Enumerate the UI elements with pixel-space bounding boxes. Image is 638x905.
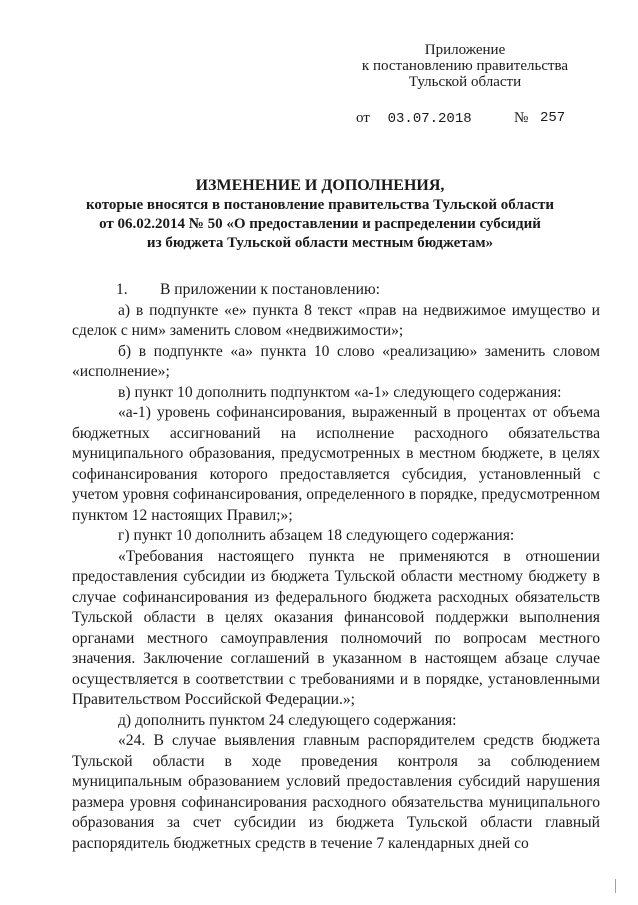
number-label: №	[514, 110, 529, 126]
title-line-4: из бюджета Тульской области местным бюджетам»	[146, 235, 494, 251]
appendix-header	[330, 42, 600, 90]
document-body	[72, 280, 600, 854]
item-number: 1.	[116, 281, 128, 298]
title-line-2: которые вносятся в постановление правительства Тульской области	[85, 197, 555, 213]
appendix-line-1: Приложение	[424, 42, 506, 58]
paragraph-a1-quote: «а-1) уровень софинансирования, выраженный в процентах от объема бюджетных ассигнований на исполнение расходного обязательства муниципального образования, предусмотренных в местном бюджете, в целях софинансирования которого предоставляется субсидия, установленный с учетом уровня софинансирования, определенного в порядке, предусмотренном пунктом 12 настоящих Правил;»;	[72, 404, 600, 524]
paragraph-b: б) в подпункте «а» пункта 10 слово «реализацию» заменить словом «исполнение»;	[72, 342, 600, 380]
item-1	[72, 280, 600, 301]
title-line-3: от 06.02.2014 № 50 «О предоставлении и распределении субсидий	[99, 216, 541, 232]
item-text: В приложении к постановлению:	[160, 281, 380, 298]
paragraph-24-quote: «24. В случае выявления главным распорядителем средств бюджета Тульской области в ходе проведения контроля за соблюдением муниципальным образованием условий предоставления субсидий нарушения размера уровня софинансирования расходного обязательства муниципального образования за счет субсидии из бюджета Тульской области главный распорядитель бюджетных средств в течение 7 календарных дней со	[72, 732, 600, 852]
document-date: 03.07.2018	[387, 111, 472, 127]
dateline	[356, 110, 566, 127]
paragraph-requirements-quote: «Требования настоящего пункта не применяются в отношении предоставления субсидии из бюджета Тульской области местному бюджету в случае софинансирования из федерального бюджета расходных обязательств Тульской области в целях оказания финансовой поддержки выполнения органами местного самоуправления полномочий по вопросам местного значения. Заключение соглашений в указанном в настоящем абзаце случае осуществляется в соответствии с требованиями и в порядке, установленными Правительством Российской Федерации.»;	[72, 547, 600, 708]
paragraph-a: а) в подпункте «е» пункта 8 текст «прав на недвижимое имущество и сделок с ним» заменить словом «недвижимости»;	[72, 301, 600, 339]
title-heading: ИЗМЕНЕНИЕ И ДОПОЛНЕНИЯ,	[195, 177, 445, 194]
scan-mark	[615, 879, 622, 893]
paragraph-g: г) пункт 10 дополнить абзацем 18 следующего содержания:	[118, 527, 515, 544]
document-title	[40, 176, 600, 253]
paragraph-d: д) дополнить пунктом 24 следующего содержания:	[118, 711, 457, 729]
appendix-line-2: к постановлению правительства	[361, 58, 569, 74]
paragraph-v: в) пункт 10 дополнить подпунктом «а-1» следующего содержания:	[118, 383, 562, 401]
date-label: от	[356, 110, 370, 126]
document-number: 257	[540, 110, 566, 126]
appendix-line-3: Тульской области	[408, 74, 522, 90]
